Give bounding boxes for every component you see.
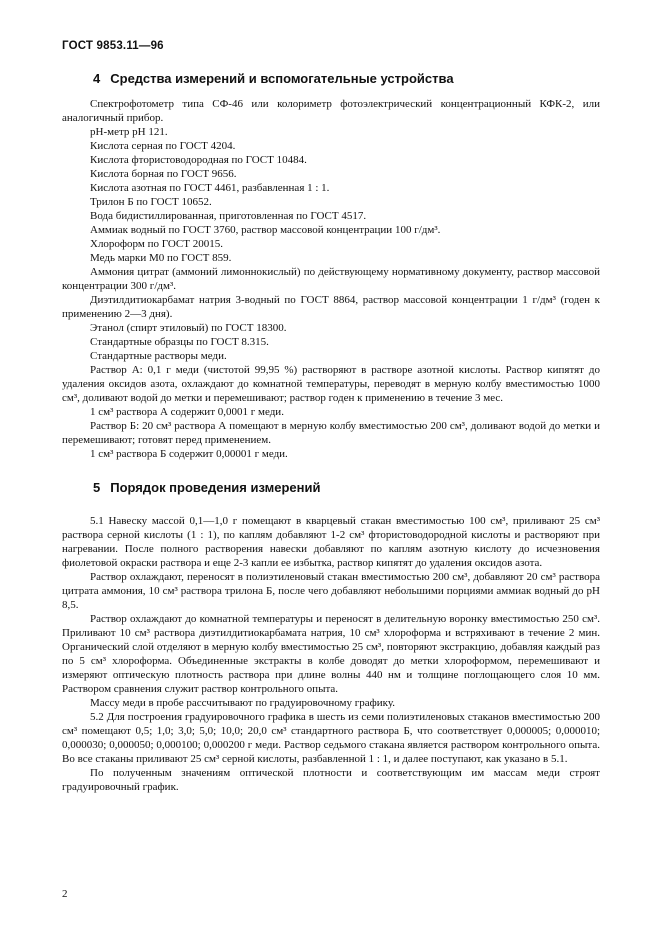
section-5-body [62, 514, 600, 794]
paragraph: Этанол (спирт этиловый) по ГОСТ 18300. [90, 322, 287, 334]
paragraph: Кислота азотная по ГОСТ 4461, разбавленная 1 : 1. [90, 182, 330, 194]
paragraph: Кислота борная по ГОСТ 9656. [90, 168, 237, 180]
document-id: ГОСТ 9853.11—96 [62, 40, 164, 52]
section-4-number: 4 [93, 71, 101, 86]
section-5-number: 5 [93, 480, 101, 495]
section-5-heading [93, 480, 320, 495]
paragraph: Массу меди в пробе рассчитывают по градуировочному графику. [90, 697, 395, 709]
paragraph: Аммония цитрат (аммоний лимоннокислый) по действующему нормативному документу, раствор массовой концентрации 300 г/дм³. [62, 266, 600, 292]
paragraph: рН-метр рН 121. [90, 126, 168, 138]
section-5-title: Порядок проведения измерений [110, 480, 321, 495]
paragraph: 5.2 Для построения градуировочного графика в шесть из семи полиэтиленовых стаканов вместимостью 200 см³ помещают 0,5; 1,0; 3,0; 5,0; 10,0; 20,0 см³ стандартного раствора Б, что соответствует 0,000005; 0,000010; 0,000030; 0,000050; 0,000100; 0,000200 г меди. Раствор седьмого стакана является раствором контрольного опыта. Во все стаканы приливают 25 см³ серной кислоты, разбавленной 1 : 1, и далее поступают, как указано в 5.1. [62, 711, 600, 765]
paragraph: Кислота фтористоводородная по ГОСТ 10484. [90, 154, 307, 166]
paragraph: По полученным значениям оптической плотности и соответствующим им массам меди строят градуировочный график. [62, 767, 600, 793]
paragraph: 1 см³ раствора Б содержит 0,00001 г меди. [90, 448, 288, 460]
paragraph: Вода бидистиллированная, приготовленная по ГОСТ 4517. [90, 210, 367, 222]
paragraph: Трилон Б по ГОСТ 10652. [90, 196, 212, 208]
paragraph: Аммиак водный по ГОСТ 3760, раствор массовой концентрации 100 г/дм³. [90, 224, 441, 236]
paragraph: Раствор Б: 20 см³ раствора А помещают в мерную колбу вместимостью 200 см³, доливают водой до метки и перемешивают; готовят перед применением. [62, 420, 600, 446]
paragraph: Спектрофотометр типа СФ-46 или колориметр фотоэлектрический концентрационный КФК-2, или аналогичный прибор. [62, 98, 600, 124]
paragraph: Кислота серная по ГОСТ 4204. [90, 140, 236, 152]
paragraph: Стандартные растворы меди. [90, 350, 227, 362]
paragraph: Диэтилдитиокарбамат натрия 3-водный по ГОСТ 8864, раствор массовой концентрации 1 г/дм³ (годен к применению 2—3 дня). [62, 294, 600, 320]
paragraph: Медь марки М0 по ГОСТ 859. [90, 252, 232, 264]
paragraph: Стандартные образцы по ГОСТ 8.315. [90, 336, 269, 348]
paragraph: 5.1 Навеску массой 0,1—1,0 г помещают в кварцевый стакан вместимостью 100 см³, приливают 25 см³ раствора серной кислоты (1 : 1), по каплям добавляют 1-2 см³ фтористоводородной кислоты и растворяют при нагревании. После полного растворения навески добавляют по каплям азотную кислоту до исчезновения фиолетовой окраски раствора и еще 2-3 капли ее избытка, раствор кипятят до удаления оксидов азота. [62, 515, 600, 569]
section-4-title: Средства измерений и вспомогательные устройства [110, 71, 454, 86]
section-4-body [62, 97, 600, 461]
paragraph: Раствор охлаждают, переносят в полиэтиленовый стакан вместимостью 200 см³, добавляют 20 см³ раствора цитрата аммония, 10 см³ раствора трилона Б, после чего добавляют небольшими порциями аммиак водный до рН 8,5. [62, 571, 600, 611]
paragraph: Хлороформ по ГОСТ 20015. [90, 238, 223, 250]
page-number: 2 [62, 888, 68, 900]
paragraph: 1 см³ раствора А содержит 0,0001 г меди. [90, 406, 284, 418]
section-4-heading [93, 71, 454, 86]
paragraph: Раствор А: 0,1 г меди (чистотой 99,95 %) растворяют в растворе азотной кислоты. Раствор кипятят до удаления оксидов азота, охлаждают до комнатной температуры, переводят в мерную колбу вместимостью 1000 см³, доливают водой до метки и перемешивают; раствор годен к применению в течение 3 мес. [62, 364, 600, 404]
paragraph: Раствор охлаждают до комнатной температуры и переносят в делительную воронку вместимостью 250 см³. Приливают 10 см³ раствора диэтилдитиокарбамата натрия, 10 см³ хлороформа и встряхивают в течение 2 мин. Органический слой отделяют в мерную колбу вместимостью 25 см³, повторяют экстракцию, добавляя каждый раз по 5 см³ хлороформа. Объединенные экстракты в колбе доводят до метки хлороформом, перемешивают и измеряют оптическую плотность раствора при длине волны 440 нм и толщине поглощающего слоя 10 мм. Раствором сравнения служит раствор контрольного опыта. [62, 613, 600, 695]
